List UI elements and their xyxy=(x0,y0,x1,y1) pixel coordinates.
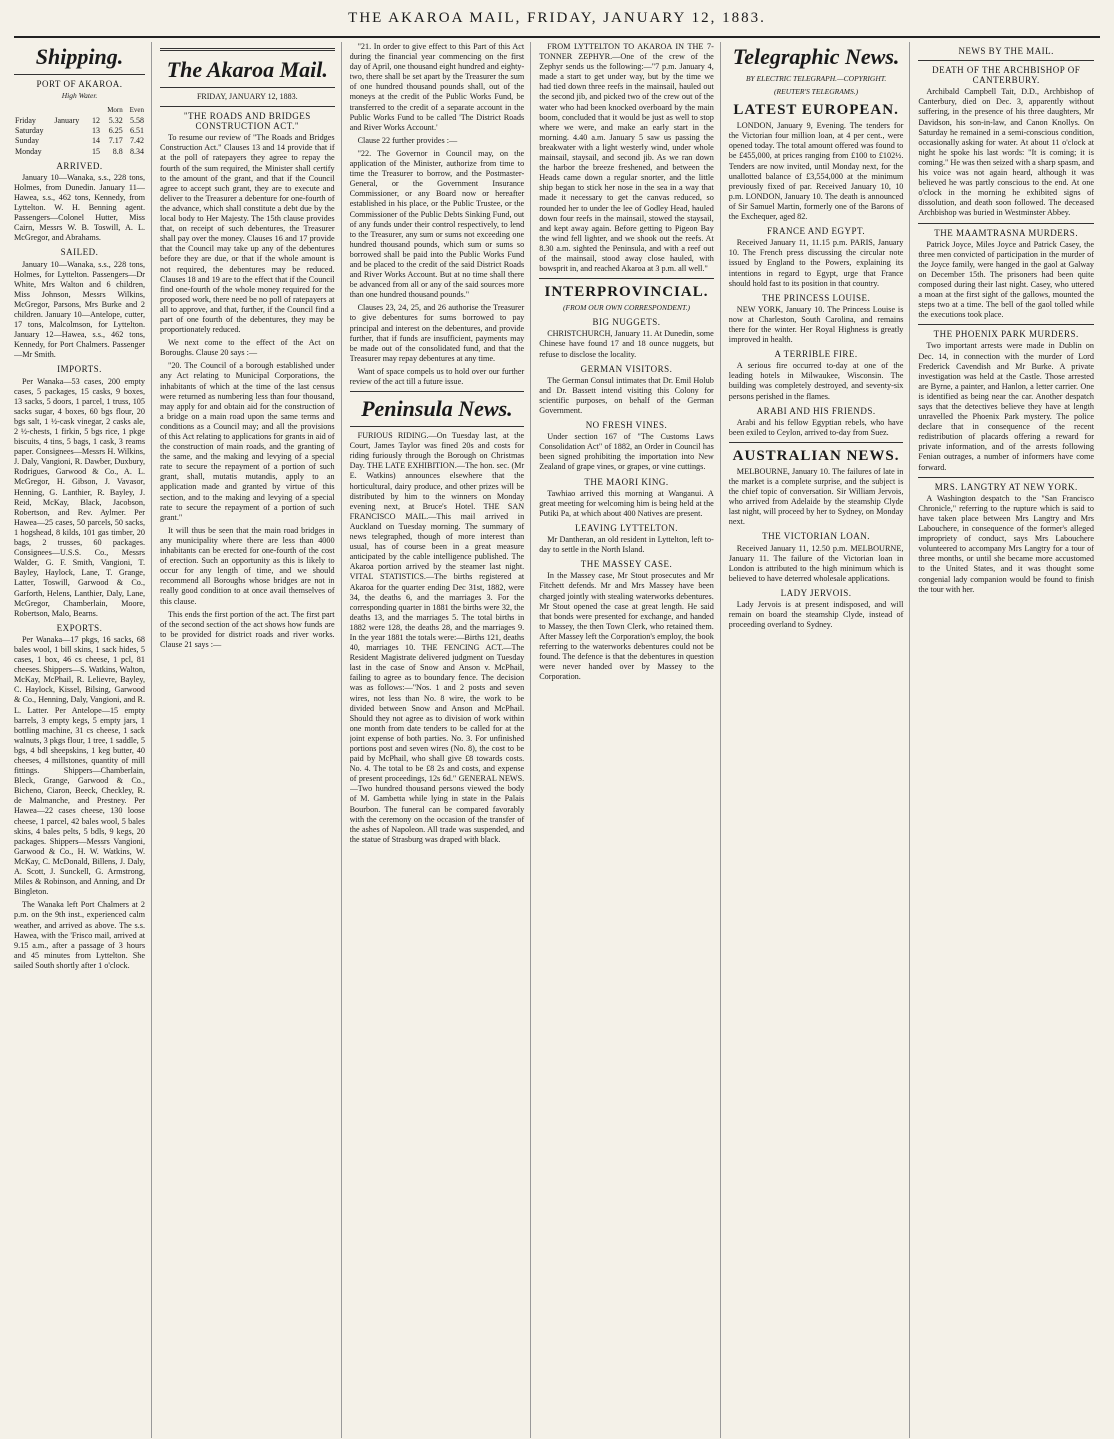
tide-even: 5.58 xyxy=(130,116,144,126)
arrived-heading: ARRIVED. xyxy=(56,160,103,171)
section-heading: LEAVING LYTTELTON. xyxy=(575,522,678,533)
section-heading: THE VICTORIAN LOAN. xyxy=(762,531,871,542)
divider xyxy=(729,442,904,443)
section-text: CHRISTCHURCH, January 11. At Dunedin, some Chinese have found 17 and 18 ounce nuggets, but refuse to disclose the locality. xyxy=(539,329,714,359)
australian-heading: AUSTRALIAN NEWS. xyxy=(732,447,900,464)
column-mail-news xyxy=(918,42,1100,1438)
issue-date: FRIDAY, JANUARY 12, 1883. xyxy=(196,92,298,101)
imports-text: Per Wanaka—53 cases, 200 empty cases, 5 packages, 15 casks, 9 boxes, 13 sacks, 5 doors, 1 parcel, 1 truss, 105 sacks sugar, 4 boxes, 60 bgs flour, 20 bgs salt, 1 ½-cask vinegar, 2 casks ale, 2 ½-chests, 1 firkin, 5 bgs rice, 1 pkge biscuits, 4 tins, 5 bags, 1 cask, 3 reams paper. Consignees—Messrs H. Wilkins, J. Daly, Vangioni, R. Dawber, Duxbury, Rodrigues, Garwood & Co., A. L. McGregor, H. Gibson, J. Vavasor, Henning, G. Lanthier, R. Bayley, J. Reid, McKay, Black, Jacobson, Robertson, and Rev. Aylmer. Per Hawea—25 cases, 50 parcels, 50 sacks, 1 hogshead, 8 kilds, 101 gas timber, 20 bags, 2 trusses, 60 packages. Consignees—U.S.S. Co., Messrs Walder, G. F. Smith, Vangioni, T. Bayley, Haylock, Lane, T. Grange, Latter, Toswill, Garwood & Co., Garforth, Helens, Lanthier, Daly, Lane, McGregor, Chamberlain, Moore, Robertson, Malo, Bearns. xyxy=(14,376,145,618)
tide-row xyxy=(14,116,145,126)
section-text: MELBOURNE, January 10. The failures of late in the market is a complete surprise, and the subject is the chief topic of conversation. Sir William Jervois, who arrived from Adelaide by the steamship Clyde last night, will proceed by her to Sydney, on Monday next. xyxy=(728,466,904,527)
tide-even: 8.34 xyxy=(130,146,144,156)
section-text: Lady Jervois is at present indisposed, and will remain on board the steamship Clyde, instead of proceeding overland to Sydney. xyxy=(728,600,904,630)
tide-header-row xyxy=(14,104,145,116)
section-heading: FRANCE AND EGYPT. xyxy=(767,226,866,237)
article-quote: "20. The Council of a borough established under any Act relating to Municipal Corporations, the inhabitants of which at the time of the last census were returned as numbering less than four thousand, may apply for and obtain aid for the construction of a bridge on a main road upon the same terms and conditions as a Council may; and all the provisions of this Act relating to applications for grants in aid of the construction of main roads, and the granting of the same, and the making and levying of a special rate to secure the repayment of a portion of such grant, shall, mutatis mutandis, apply to an application made and granted by virtue of this section, and to the making and levying of a special rate to secure the repayment of a portion of such grant." xyxy=(160,361,335,522)
column-editorial xyxy=(160,42,342,1438)
telegraphic-title: Telegraphic News. xyxy=(732,44,900,69)
exports-text: Per Wanaka—17 pkgs, 16 sacks, 68 bales wool, 1 bill skins, 1 sack hides, 5 cases, 1 box, 46 cs cheese, 1 pcl, 81 cheeses. Shippers—S. Watkins, Walton, McKay, McPhail, R. Lelievre, Bayley, C. Haylock, Kissel, Bilsing, Garwood & Co., Henning, Daly, Vangioni, and R. L. Latter. Per Antelope—15 empty barrels, 3 empty kegs, 5 empty jars, 1 bottling machine, 31 cs cheese, 1 sack walnuts, 3 pkgs flour, 1 tree, 1 saddle, 5 bgs, 4 bdl sheepskins, 1 keg butter, 40 cheeses, 4 millstones, quantity of mill fittings. Shippers—Chamberlain, Bleck, Grange, Garwood & Co., Bicheno, Ciaron, Beeck, Checkley, R. de Malmanche, and Prestney. Per Hawea—22 cases cheese, 130 loose cheese, 1 parcel, 42 bales wool, 5 bales skins, 4 bales pelts, 5 bdls, 9 kegs, 20 packages. Shippers—Messrs Vangioni, Garwood & Co., H. W. Watkins, W. McKay, C. McDonald, Billens, J. Daly, A. Scott, J. Sunckell, G. Armstrong, Miles & Robinson, and Anning, and Dr Bingleton. xyxy=(14,634,145,897)
tide-morn: 6.25 xyxy=(108,126,123,136)
column-shipping xyxy=(14,42,152,1438)
section-heading: MRS. LANGTRY AT NEW YORK. xyxy=(934,481,1078,492)
section-text: Tawhiao arrived this morning at Wanganui. A great meeting for welcoming him is being held at the Putiki Pa, at which about 400 Natives are present. xyxy=(539,488,714,518)
tide-morn: 5.32 xyxy=(108,116,123,126)
tide-col-even: Even xyxy=(129,106,144,115)
divider xyxy=(160,87,335,88)
section-text: Received January 11, 12.50 p.m. MELBOURNE, January 11. The failure of the Victorian loan in London is attributed to the high minimum which is believed to have deterred wholesale applications. xyxy=(728,543,904,583)
zephyr-article: FROM LYTTELTON TO AKAROA IN THE 7-TONNER ZEPHYR.—One of the crew of the Zephyr sends us the following:—"7 p.m. January 4, made a start to get under way, but by the time we had tied down three reefs in the mainsail, hauled out the second jib, and picked two of the crew out of the water who had been knocked overboard by the main boom, concluded that it would be just as well to stop where we were, and make an early start in the morning. 4.40 a.m. January 5 saw us passing the breakwater with a light westerly wind, under whole mainsail, staysail, and second jib. As we ran down the harbor the breeze freshened, and between the Heads came down a regular snorter, and the little ship began to stick her nose in the sea in a way that made it necessary to get the canvas reduced, so rounded her to under the lee of Godley Head, hauled down four reefs in the mainsail, stowed the staysail, and kept away again. Before getting to Pigeon Bay the wind fell lighter, and we shook out the reefs. At 8.30 a.m. sighted the Peninsula, and with a reef out of the mainsail, stood away close hauled, with bowsprit in, and reached Akaroa at 3 p.m. all well." xyxy=(539,42,714,274)
tide-even: 7.42 xyxy=(130,136,144,146)
section-heading: THE PRINCESS LOUISE. xyxy=(761,292,871,303)
tide-month xyxy=(53,147,88,157)
peninsula-news-title: Peninsula News. xyxy=(361,396,513,422)
sailed-heading: SAILED. xyxy=(60,247,99,258)
tide-row xyxy=(14,126,145,136)
divider xyxy=(918,477,1094,478)
section-heading: THE MAORI KING. xyxy=(584,476,669,487)
section-text: Received January 11, 11.15 p.m. PARIS, January 10. The French press discussing the circular note issued by England to the Powers, explaining its intentions in regard to Egypt, urge that France should hold fast to its position in that country. xyxy=(728,238,904,288)
shipping-title: Shipping. xyxy=(35,44,124,69)
column-interprovincial xyxy=(539,42,721,1438)
tide-even: 6.51 xyxy=(130,126,144,136)
interprovincial-title: INTERPROVINCIAL. xyxy=(544,284,709,301)
tide-row xyxy=(14,136,145,146)
news-by-mail-heading: NEWS BY THE MAIL. xyxy=(958,46,1054,56)
telegraphic-sub: BY ELECTRIC TELEGRAPH.—COPYRIGHT. xyxy=(745,74,887,83)
article-title: "THE ROADS AND BRIDGES CONSTRUCTION ACT." xyxy=(183,111,311,132)
article-paragraph: To resume our review of "The Roads and Bridges Construction Act." Clauses 13 and 14 provide that if at the poll of ratepayers they agree to repay the fourth of the sum required, the Minister shall certify to the amount of the grant, and that if the Council agree to accept such grant, they are to execute and deliver to the Treasurer a debenture for one-fourth of the advance, which shall constitute a debt due by the local body to Her Majesty. The 15th clause provides that, on receipt of such debentures, the Treasurer shall pay over the money. Clauses 16 and 17 provide that the Council may take up any of the debentures before they are due, or that if the whole amount is not required, the debentures may be reduced. Clauses 18 and 19 are to the effect that if the Council find one-fourth of the whole money required for the proposed work, there need be no poll of ratepayers at all to approve, and that, further, if the Council find a part of one fourth of the debentures, they may be proportionately reduced. xyxy=(160,133,335,335)
section-text: Under section 167 of "The Customs Laws Consolidation Act" of 1882, an Order in Council has been signed prohibiting the importation into New Zealand of grape vines, or grapes, or vine cuttings. xyxy=(539,432,714,472)
divider xyxy=(350,426,525,427)
article-paragraph: This ends the first portion of the act. The first part of the second section of the act shows how funds are to be provided for district roads and river works. Clause 21 says :— xyxy=(160,609,335,649)
section-text: The German Consul intimates that Dr. Emil Holub and Dr. Bassett intend visiting this Colony for scientific purposes, on behalf of the German Government. xyxy=(539,375,714,415)
tide-table xyxy=(14,104,145,156)
section-text: A serious fire occurred to-day at one of the leading hotels in Milwaukee, Wisconsin. The building was completely destroyed, and seventy-six persons perished in the flames. xyxy=(728,361,904,401)
high-water-label: High Water. xyxy=(61,91,98,101)
imports-heading: IMPORTS. xyxy=(57,364,102,375)
divider xyxy=(539,278,714,279)
tide-day: Sunday xyxy=(15,136,39,146)
section-heading: THE MASSEY CASE. xyxy=(580,559,673,570)
section-heading: DEATH OF THE ARCHBISHOP OF CANTERBURY. xyxy=(932,65,1081,86)
european-heading: LATEST EUROPEAN. xyxy=(733,102,899,119)
reuters-label: (REUTER'S TELEGRAMS.) xyxy=(774,87,859,97)
section-heading: GERMAN VISITORS. xyxy=(580,363,673,374)
article-paragraph: Want of space compels us to hold over our further review of the act till a future issue. xyxy=(349,366,525,386)
divider xyxy=(918,324,1094,325)
section-heading: NO FRESH VINES. xyxy=(585,420,668,431)
section-heading: A TERRIBLE FIRE. xyxy=(774,349,858,360)
divider xyxy=(918,223,1094,224)
peninsula-news-text: FURIOUS RIDING.—On Tuesday last, at the Court, James Taylor was fined 20s and costs for riding furiously through the Borough on Christmas Day. THE LATE EXHIBITION.—The hon. sec. (Mr E. Watkins) announces elsewhere that the horticultural, dairy produce, and other prizes will be distributed by him to the winners on Monday evening next, at Bruce's Hotel. THE SAN FRANCISCO MAIL.—This mail arrived in Auckland on Tuesday morning. The summary of news telegraphed, though of more interest than usual, has of course been in a great measure anticipated by the cable intelligence published. The Akaroa portion arrived by the steamer last night. VITAL STATISTICS.—The births registered at Akaroa for the quarter ending Dec 31st, 1882, were 34, the deaths 6, and the marriages 3. For the corresponding quarter in 1881 the births were 32, the deaths 13, and the marriages 5. The total births in 1882 were 128, the deaths 28, and the marriages 9. In the year 1881 the totals were:—Births 121, deaths 40, marriages 10. THE FENCING ACT.—The Resident Magistrate delivered judgment on Tuesday last in the case of Snow and Anson v. McPhail, failing to agree as to boundary fence. The decision was as follows:—"Nos. 1 and 2 posts and seven wires, not less than No. 8 wire, the work to be divided between Snow and Anson and McPhail. Should they not agree as to division of work within one month from date tenders to be called for at the joint expense of both parties. No. 3. For unfinished portions post and seven wires (No. 8), the cost to be paid by McPhail, who shall give £8 towards costs. No. 4. The total to be £8 2s and costs, and expense of present proceedings, 12s 6d." GENERAL NEWS.—Two hundred thousand persons viewed the body of M. Gambetta while lying in state in the Palais Bourbon. The funeral can be compared favorably with the ceremony on the occasion of the transfer of the ashes of Napoleon. All trade was suspended, and the statue of Strasburg was draped with black. xyxy=(349,431,525,844)
article-quote: "21. In order to give effect to this Part of this Act during the financial year commencing on the first day of April, one thousand eight hundred and eighty-two, there shall be set apart by the Treasurer the sum of one hundred thousand pounds shall, out of the moneys at the credit of the Public Works Fund, be transferred to the credit of a separate account in the Public Works Fund to be called 'The District Roads and River Works Account.' xyxy=(349,42,525,132)
section-text: In the Massey case, Mr Stout prosecutes and Mr Fitchett defends. Mr and Mrs Massey have been charged jointly with stealing waterworks debentures. Mr Stout opened the case at great length. He said that bonds were presented for exchange, and handed to Massey, the then Town Clerk, who retained them. After Massey left the Corporation's employ, the book referring to the waterworks debentures could not be found. The defence is that the debentures in question were never handed over by Massey to the Corporation. xyxy=(539,571,714,682)
paper-title: The Akaroa Mail. xyxy=(166,57,328,82)
tide-date: 13 xyxy=(92,126,101,136)
section-text: Arabi and his fellow Egyptian rebels, who have been exiled to Ceylon, arrived to-day from Suez. xyxy=(728,417,904,437)
sailed-text: January 10—Wanaka, s.s., 228 tons, Holmes, for Lyttelton. Passengers—Dr White, Mrs Walton and 6 children, Miss Johnson, Messrs Wilkins, McGregor, Parsons, Mrs Burke and 2 children. January 10—Antelope, cutter, 17 tons, Malcolmson, for Lyttelton. January 12—Hawea, s.s., 462 tons, Kennedy, for Port Chalmers. Passenger—Mr Smith. xyxy=(14,259,145,360)
section-text: Archibald Campbell Tait, D.D., Archbishop of Canterbury, died on Dec. 3, apparently without suffering, in the presence of his three daughters, Mr Davidson, his son-in-law, and Canon Knollys. On Saturday he remained in a semi-conscious condition, occasionally asking for water. At about 11 o'clock at night he spoke his last words: "It is coming; it is coming." He was then seized with a sharp spasm, and his voice was not again heard, although it was believed he was partly conscious to the end. At one o'clock in the morning he exhibited signs of dissolution, and death soon followed. The deceased Archbishop was buried in Westminster Abbey. xyxy=(918,87,1094,218)
section-heading: ARABI AND HIS FRIENDS. xyxy=(756,405,876,416)
port-heading: PORT OF AKAROA. xyxy=(36,79,123,89)
tide-day: Friday xyxy=(15,116,36,126)
section-heading: THE PHOENIX PARK MURDERS. xyxy=(933,329,1079,340)
section-text: A Washington despatch to the "San Francisco Chronicle," referring to the rupture which is said to have taken place between Mrs Langtry and Mrs Labouchere, in consequence of the former's alleged impropriety of conduct, says Mrs Labouchere volunteered to accompany Mrs Langtry for a tour of three months, or until she became more accustomed to the United States, and it was thought some congenial lady companion would be found to finish the tour with her. xyxy=(918,493,1094,594)
article-paragraph: It will thus be seen that the main road bridges in any municipality where there are less than 4000 inhabitants can be erected for one-fourth of the cost of erection. Such an opportunity as this is likely to occur for any length of time, and we should recommend all Boroughs whose bridges are not in really good condition to at once avail themselves of this clause. xyxy=(160,525,335,606)
tide-date: 14 xyxy=(92,136,101,146)
section-text: LONDON, January 9, Evening. The tenders for the Victorian four million loan, at 4 per cent., were opened today. The total amount offered was found to be £455,000, at prices ranging from £100 to £102½. Tenders are now invited, until Monday next, for the unallotted balance of £3,554,000 at the minimum previously fixed of par. Received January 10, 10 p.m. LONDON, January 10. The death is announced of Sir Samuel Martin, formerly one of the Barons of the Exchequer, aged 82. xyxy=(728,121,904,222)
tide-month xyxy=(53,136,88,146)
section-text: Mr Dantheran, an old resident in Lyttelton, left to-day to settle in the North Island. xyxy=(539,535,714,555)
masthead: THE AKAROA MAIL, FRIDAY, JANUARY 12, 1883. xyxy=(14,10,1100,38)
divider xyxy=(350,391,525,392)
tide-row xyxy=(14,147,145,157)
tide-date: 15 xyxy=(92,146,101,156)
tide-day: Saturday xyxy=(15,126,44,136)
tide-col-morn: Morn xyxy=(107,106,123,115)
tide-day: Monday xyxy=(15,146,42,156)
section-heading: LADY JERVOIS. xyxy=(780,587,852,598)
section-text: Two important arrests were made in Dublin on Dec. 14, in connection with the murder of Lord Frederick Cavendish and Mr Burke. A private investigation was held at the Castle. Those arrested are Byrne, a painter, and Hanlon, a letter carrier. One is identified as being near the car. Another despatch says that the detectives believe they have at length unravelled the Phoenix Park mystery. The police declare that in consequence of the recent redistribution of placards offering a reward for private information, and of the arrests following Fenian outrages, a number of informers have come forward. xyxy=(918,341,1094,472)
tide-morn: 7.17 xyxy=(108,136,123,146)
divider xyxy=(160,106,335,107)
column-telegraphic xyxy=(729,42,911,1438)
article-paragraph: Clause 22 further provides :— xyxy=(357,135,458,145)
divider xyxy=(918,60,1094,61)
divider xyxy=(160,48,335,51)
tide-date: 12 xyxy=(92,116,101,126)
exports-heading: EXPORTS. xyxy=(56,622,103,633)
arrived-text: January 10—Wanaka, s.s., 228 tons, Holmes, from Dunedin. January 11—Hawea, s.s., 462 tons, Kennedy, from Lyttelton. W. H. Benning agent. Passengers—Colonel Hutter, Miss Cairn, Messrs W. B. Toswill, A. L. McGregor, and Abrahams. xyxy=(14,172,145,243)
section-heading: THE MAAMTRASNA MURDERS. xyxy=(934,227,1079,238)
tide-month: January xyxy=(54,116,80,126)
divider xyxy=(14,74,145,75)
tide-morn: 8.8 xyxy=(112,146,123,156)
section-text: NEW YORK, January 10. The Princess Louise is now at Charleston, South Carolina, and remains there for the winter. Her Royal Highness is greatly improved in health. xyxy=(728,304,904,345)
article-quote: "22. The Governor in Council may, on the application of the Minister, authorize from time to time the Treasurer to borrow, and the Postmaster-General, or the Government Insurance Commissioner, or any Board now or hereafter established in his place, or the Public Trustee, or the Commissioner of the Public Debts Sinking Fund, out of any funds under their control respectively, to lend to the Treasurer, any sum or sums not exceeding one hundred thousand pounds, which sum or sums so borrowed shall be paid into the Public Works Fund and be placed to the credit of the said District Roads and River Works Account. But at no time shall there be advanced from all or any of the said sources more than one hundred thousand pounds." xyxy=(349,148,525,300)
interprovincial-sub: (FROM OUR OWN CORRESPONDENT.) xyxy=(563,303,690,313)
article-paragraph: Clauses 23, 24, 25, and 26 authorise the Treasurer to give debentures for sums borrowed to pay principal and interest on the debentures, and provide further, that if funds are insufficient, payments may be made out of the consolidated fund, and that the Treasurer may repay debentures at any time. xyxy=(349,303,525,363)
columns xyxy=(14,42,1100,1438)
shipping-note: The Wanaka left Port Chalmers at 2 p.m. on the 9th inst., experienced calm weather, and arrived as above. The s.s. Hawea, with the 'Frisco mail, arrived at 9.15 a.m., after a passage of 3 hours and 45 minutes from Lyttelton. She sailed South shortly after 1 o'clock. xyxy=(14,900,145,970)
article-paragraph: We next come to the effect of the Act on Boroughs. Clause 20 says :— xyxy=(160,338,335,358)
tide-month xyxy=(53,126,88,136)
section-heading: BIG NUGGETS. xyxy=(592,317,661,328)
section-text: Patrick Joyce, Miles Joyce and Patrick Casey, the three men convicted of participation in the murder of the Joyce family, were hanged in the gaol at Galway on December 15th. The prisoners had been quite composed during their last night. Casey, who uttered a moan at the first sight of the gallows, mounted the steps two at a time. The bell of the gaol tolled while the executions took place. xyxy=(918,239,1094,320)
column-act-continued xyxy=(350,42,532,1438)
